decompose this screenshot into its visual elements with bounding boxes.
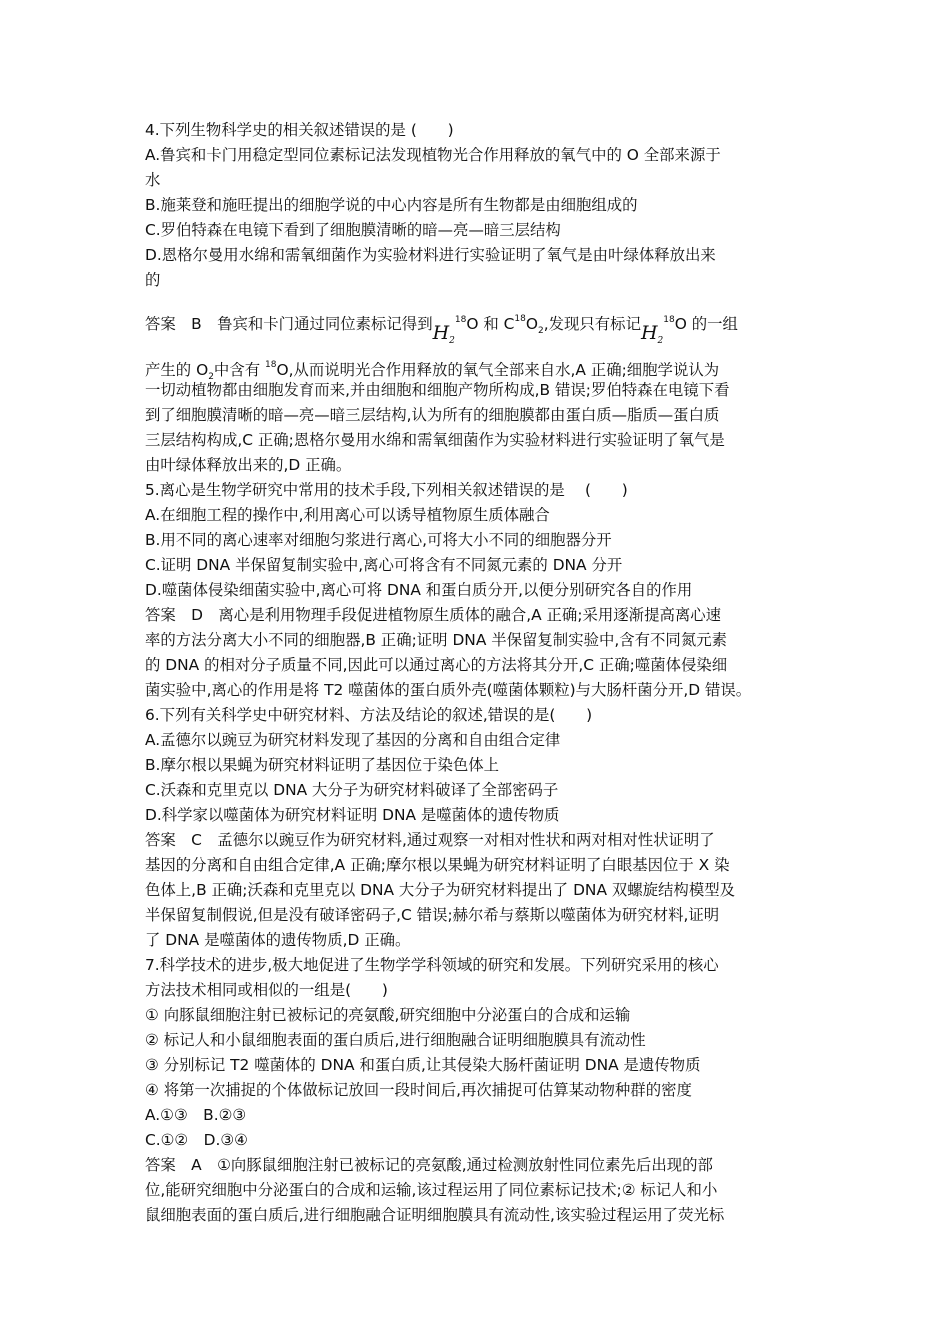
q4-option-c: C.罗伯特森在电镜下看到了细胞膜清晰的暗—亮—暗三层结构 bbox=[145, 221, 561, 239]
q6-option-c: C.沃森和克里克以 DNA 大分子为研究材料破译了全部密码子 bbox=[145, 781, 559, 799]
q7-answer-line1: 答案 A ①向豚鼠细胞注射已被标记的亮氨酸,通过检测放射性同位素先后出现的部 bbox=[145, 1156, 713, 1174]
q4-option-d-line2: 的 bbox=[145, 271, 161, 289]
q4-stem: 4.下列生物科学史的相关叙述错误的是 ( ) bbox=[145, 121, 454, 139]
q4-explanation-line2: 一切动植物都由细胞发育而来,并由细胞和细胞产物所构成,B 错误;罗伯特森在电镜下看 bbox=[145, 381, 730, 399]
q4-answer-text: 答案 B 鲁宾和卡门通过同位素标记得到$H_2^{18}O$ 和 $C^{18}O_2$,发现只有标记$H_2^{18}O$ 的一组 bbox=[145, 314, 738, 346]
q7-answer-line3: 鼠细胞表面的蛋白质后,进行细胞融合证明细胞膜具有流动性,该实验过程运用了荧光标 bbox=[145, 1206, 725, 1224]
q6-answer-line2: 基因的分离和自由组合定律,A 正确;摩尔根以果蝇为研究材料证明了白眼基因位于 X 染 bbox=[145, 856, 730, 874]
q5-answer-line2: 率的方法分离大小不同的细胞器,B 正确;证明 DNA 半保留复制实验中,含有不同氮元素 bbox=[145, 631, 727, 649]
document-body bbox=[145, 118, 825, 1228]
q6-option-a: A.孟德尔以豌豆为研究材料发现了基因的分离和自由组合定律 bbox=[145, 731, 561, 749]
q5-option-d: D.噬菌体侵染细菌实验中,离心可将 DNA 和蛋白质分开,以便分别研究各自的作用 bbox=[145, 581, 693, 599]
q4-option-d-line1: D.恩格尔曼用水绵和需氧细菌作为实验材料进行实验证明了氧气是由叶绿体释放出来 bbox=[145, 246, 716, 264]
h2-formula-2: $H_2$ bbox=[640, 322, 664, 346]
q6-answer-line4: 半保留复制假说,但是没有破译密码子,C 错误;赫尔希与蔡斯以噬菌体为研究材料,证明 bbox=[145, 906, 720, 924]
q5-stem: 5.离心是生物学研究中常用的技术手段,下列相关叙述错误的是 ( ) bbox=[145, 481, 628, 499]
h2-formula-1: $H_2$ bbox=[432, 322, 455, 346]
q4-explanation-line3: 到了细胞膜清晰的暗—亮—暗三层结构,认为所有的细胞膜都由蛋白质—脂质—蛋白质 bbox=[145, 406, 720, 424]
q6-answer-line5: 了 DNA 是噬菌体的遗传物质,D 正确。 bbox=[145, 931, 411, 949]
q5-answer-line1: 答案 D 离心是利用物理手段促进植物原生质体的融合,A 正确;采用逐渐提高离心速 bbox=[145, 606, 722, 624]
q4-option-a-line1: A.鲁宾和卡门用稳定型同位素标记法发现植物光合作用释放的氧气中的 O 全部来源于 bbox=[145, 146, 721, 164]
q5-option-c: C.证明 DNA 半保留复制实验中,离心可将含有不同氮元素的 DNA 分开 bbox=[145, 556, 623, 574]
q6-answer-line3: 色体上,B 正确;沃森和克里克以 DNA 大分子为研究材料提出了 DNA 双螺旋结构模型及 bbox=[145, 881, 735, 899]
q6-stem: 6.下列有关科学史中研究材料、方法及结论的叙述,错误的是( ) bbox=[145, 706, 593, 724]
q5-option-b: B.用不同的离心速率对细胞匀浆进行离心,可将大小不同的细胞器分开 bbox=[145, 531, 612, 549]
q5-answer-line4: 菌实验中,离心的作用是将 T2 噬菌体的蛋白质外壳(噬菌体颗粒)与大肠杆菌分开,D 错误。 bbox=[145, 681, 752, 699]
q4-explanation-line4: 三层结构构成,C 正确;恩格尔曼用水绵和需氧细菌作为实验材料进行实验证明了氧气是 bbox=[145, 431, 725, 449]
q7-item-4: ④ 将第一次捕捉的个体做标记放回一段时间后,再次捕捉可估算某动物种群的密度 bbox=[145, 1081, 692, 1099]
q4-explanation-line5: 由叶绿体释放出来的,D 正确。 bbox=[145, 456, 352, 474]
q6-answer-line1: 答案 C 孟德尔以豌豆作为研究材料,通过观察一对相对性状和两对相对性状证明了 bbox=[145, 831, 715, 849]
q4-answer-line1 bbox=[145, 293, 825, 345]
q4-option-b: B.施莱登和施旺提出的细胞学说的中心内容是所有生物都是由细胞组成的 bbox=[145, 196, 638, 214]
q7-answer-line2: 位,能研究细胞中分泌蛋白的合成和运输,该过程运用了同位素标记技术;② 标记人和小 bbox=[145, 1181, 718, 1199]
q5-answer-line3: 的 DNA 的相对分子质量不同,因此可以通过离心的方法将其分开,C 正确;噬菌体侵染细 bbox=[145, 656, 728, 674]
q7-stem-line1: 7.科学技术的进步,极大地促进了生物学学科领域的研究和发展。下列研究采用的核心 bbox=[145, 956, 719, 974]
q7-stem-line2: 方法技术相同或相似的一组是( ) bbox=[145, 981, 388, 999]
q4-option-a-line2: 水 bbox=[145, 171, 161, 189]
q7-options-cd: C.①② D.③④ bbox=[145, 1131, 248, 1149]
q4-explanation-line1: 产生的 $O_2$中含有 $^{18}$O,从而说明光合作用释放的氧气全部来自水,A 正确;细胞学说认为 bbox=[145, 360, 720, 382]
q7-options-ab: A.①③ B.②③ bbox=[145, 1106, 247, 1124]
q6-option-d: D.科学家以噬菌体为研究材料证明 DNA 是噬菌体的遗传物质 bbox=[145, 806, 560, 824]
q5-option-a: A.在细胞工程的操作中,利用离心可以诱导植物原生质体融合 bbox=[145, 506, 550, 524]
q7-item-2: ② 标记人和小鼠细胞表面的蛋白质后,进行细胞融合证明细胞膜具有流动性 bbox=[145, 1031, 646, 1049]
q6-option-b: B.摩尔根以果蝇为研究材料证明了基因位于染色体上 bbox=[145, 756, 500, 774]
q7-item-3: ③ 分别标记 T2 噬菌体的 DNA 和蛋白质,让其侵染大肠杆菌证明 DNA 是遗传物质 bbox=[145, 1056, 701, 1074]
q7-item-1: ① 向豚鼠细胞注射已被标记的亮氨酸,研究细胞中分泌蛋白的合成和运输 bbox=[145, 1006, 631, 1024]
